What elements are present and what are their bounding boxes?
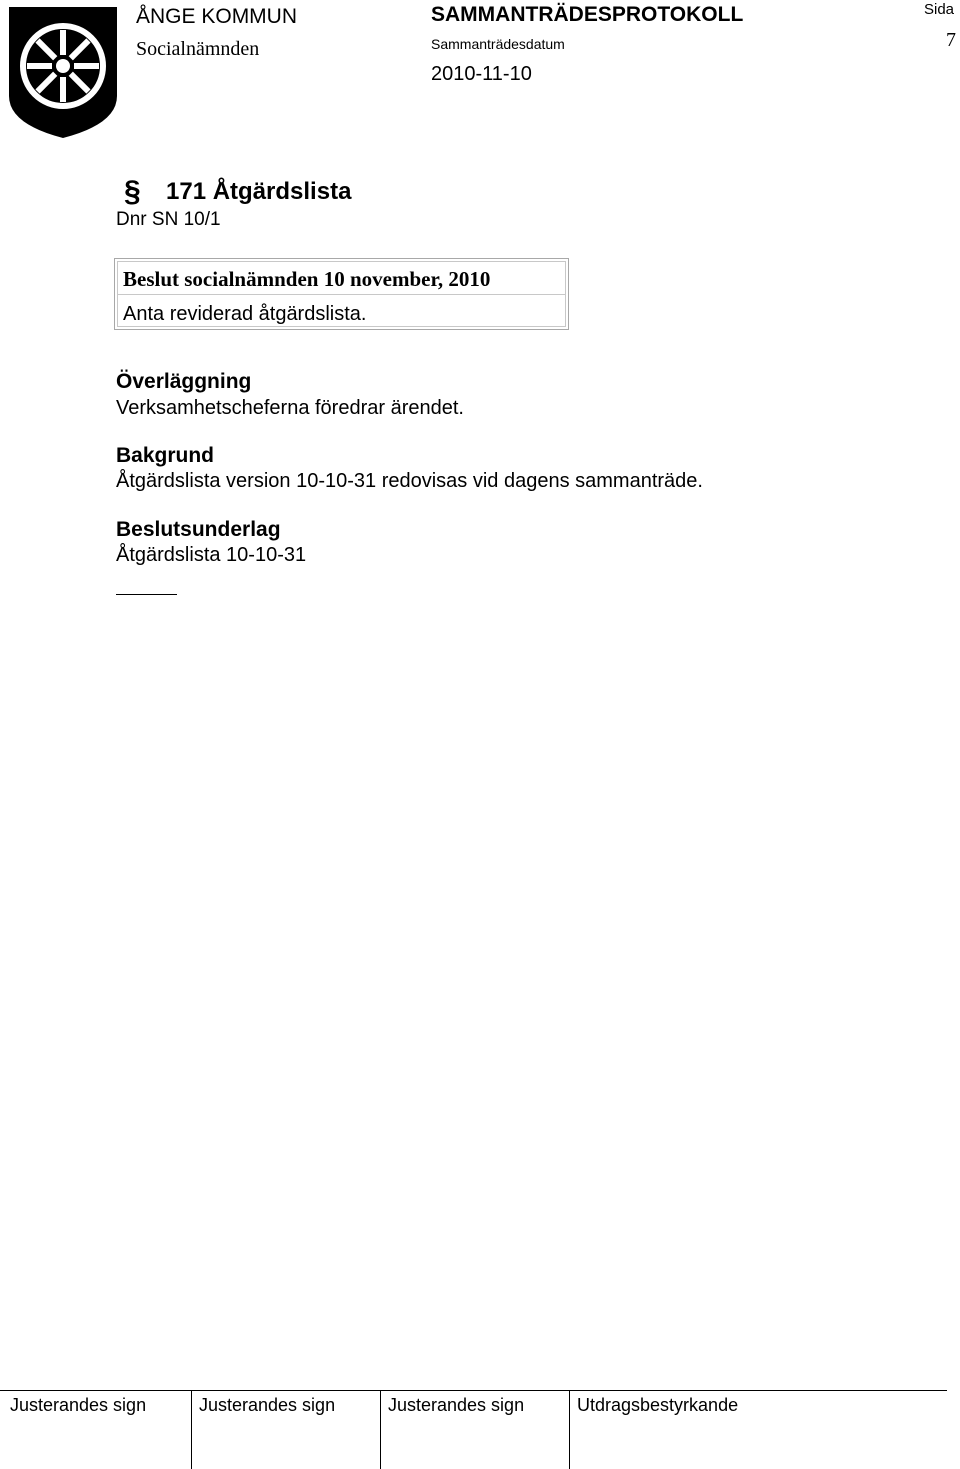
section-heading-beslutsunderlag: Beslutsunderlag: [116, 518, 281, 541]
coat-of-arms-logo: [6, 4, 120, 140]
decision-box: [114, 258, 569, 330]
coat-of-arms-wheel-icon: [6, 4, 120, 140]
signature-cell-3: [378, 1390, 570, 1469]
section-heading-overlaggning: Överläggning: [116, 370, 252, 393]
meeting-date-value: 2010-11-10: [431, 63, 532, 85]
page-label: Sida: [924, 1, 955, 18]
section-text-overlaggning: Verksamhetscheferna föredrar ärendet.: [116, 397, 464, 419]
section-text-beslutsunderlag: Åtgärdslista 10-10-31: [116, 544, 307, 566]
section-heading-bakgrund: Bakgrund: [116, 444, 215, 467]
decision-box-inner: [117, 261, 566, 327]
department-name: Socialnämnden: [136, 38, 260, 60]
decision-divider: [118, 294, 565, 295]
section-sign: §: [124, 175, 141, 208]
signature-cell-2: [189, 1390, 381, 1469]
signature-label: Justerandes sign: [10, 1395, 147, 1415]
certification-cell: [567, 1390, 947, 1469]
case-number: Dnr SN 10/1: [116, 209, 221, 230]
signature-label: Justerandes sign: [199, 1395, 336, 1415]
certification-label: Utdragsbestyrkande: [577, 1395, 739, 1415]
decision-text: Anta reviderad åtgärdslista.: [123, 303, 367, 325]
document-title: SAMMANTRÄDESPROTOKOLL: [431, 3, 744, 26]
paragraph-title: 171 Åtgärdslista: [166, 178, 352, 205]
page-number: 7: [946, 29, 956, 51]
signature-cell-1: [0, 1390, 192, 1469]
end-rule: [116, 594, 177, 595]
organization-name: ÅNGE KOMMUN: [136, 5, 298, 28]
signature-label: Justerandes sign: [388, 1395, 525, 1415]
meeting-date-label: Sammanträdesdatum: [431, 36, 565, 52]
section-text-bakgrund: Åtgärdslista version 10-10-31 redovisas vid dagens sammanträde.: [116, 470, 703, 492]
signature-table: [0, 1390, 947, 1469]
decision-heading: Beslut socialnämnden 10 november, 2010: [123, 267, 491, 291]
